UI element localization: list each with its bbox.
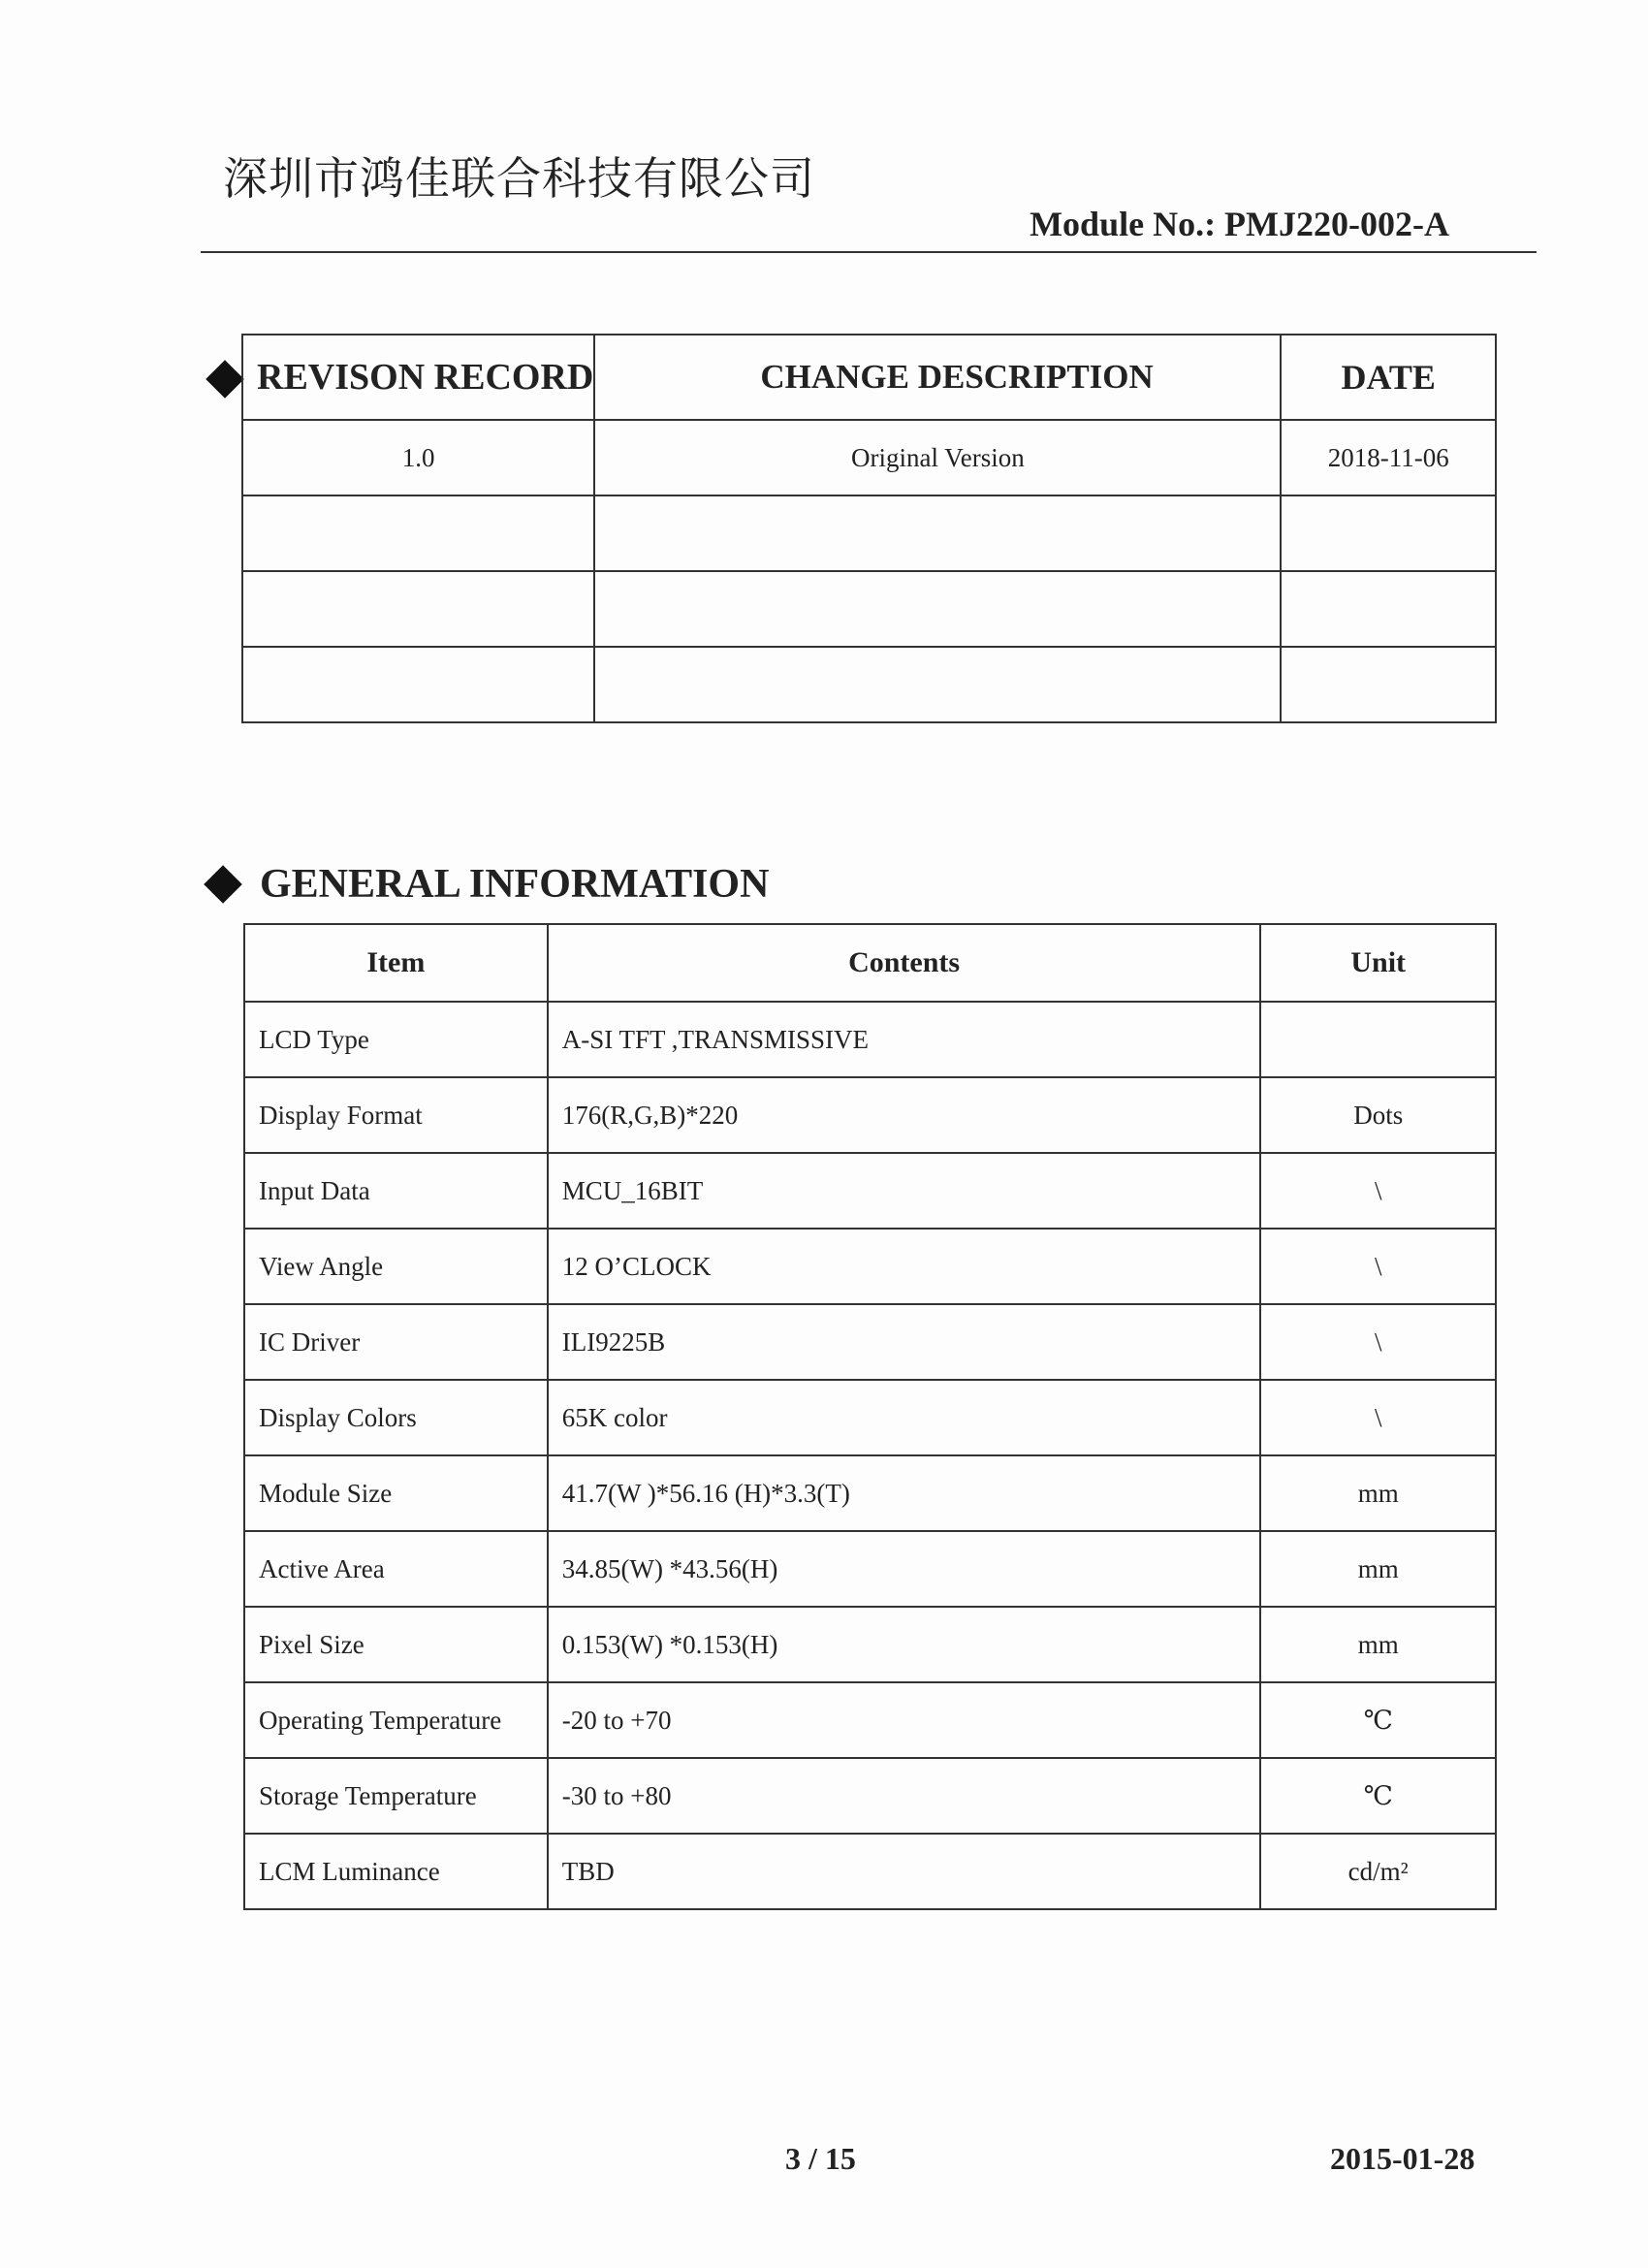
- general-unit-cell: mm: [1260, 1531, 1496, 1607]
- table-row: [244, 1304, 1496, 1380]
- revision-cell: [242, 647, 594, 722]
- general-contents-cell: -30 to +80: [548, 1758, 1261, 1834]
- revision-cell: [594, 647, 1281, 722]
- general-col-item: Item: [244, 924, 548, 1002]
- revision-cell: [242, 495, 594, 571]
- general-unit-cell: mm: [1260, 1607, 1496, 1682]
- general-item-cell: Pixel Size: [244, 1607, 548, 1682]
- revision-cell: [242, 571, 594, 647]
- revision-cell: [594, 495, 1281, 571]
- table-row: [244, 1380, 1496, 1455]
- general-item-cell: View Angle: [244, 1229, 548, 1304]
- revision-cell: Original Version: [594, 420, 1281, 495]
- header-rule: [201, 251, 1537, 253]
- bullet-diamond-icon: [206, 360, 244, 399]
- company-name: 深圳市鸿佳联合科技有限公司: [223, 152, 815, 205]
- document-date: 2015-01-28: [1330, 2141, 1475, 2176]
- general-item-cell: Operating Temperature: [244, 1682, 548, 1758]
- general-unit-cell: mm: [1260, 1455, 1496, 1531]
- general-unit-cell: cd/m²: [1260, 1834, 1496, 1909]
- general-contents-cell: TBD: [548, 1834, 1261, 1909]
- module-number: Module No.: PMJ220-002-A: [1030, 205, 1449, 243]
- revision-col-record: REVISON RECORD: [242, 335, 594, 420]
- general-contents-cell: MCU_16BIT: [548, 1153, 1261, 1229]
- general-item-cell: Display Format: [244, 1077, 548, 1153]
- general-contents-cell: -20 to +70: [548, 1682, 1261, 1758]
- revision-col-date: DATE: [1281, 335, 1496, 420]
- table-row: [244, 1607, 1496, 1682]
- general-unit-cell: \: [1260, 1304, 1496, 1380]
- table-row: [242, 420, 1496, 495]
- general-contents-cell: ILI9225B: [548, 1304, 1261, 1380]
- general-info-heading: [206, 861, 769, 908]
- revision-table: [241, 334, 1497, 723]
- general-item-cell: LCM Luminance: [244, 1834, 548, 1909]
- table-row: [244, 1229, 1496, 1304]
- general-unit-cell: ℃: [1260, 1682, 1496, 1758]
- table-row: [242, 571, 1496, 647]
- table-row: [244, 1531, 1496, 1607]
- table-row: [244, 1758, 1496, 1834]
- general-unit-cell: \: [1260, 1229, 1496, 1304]
- general-unit-cell: \: [1260, 1380, 1496, 1455]
- revision-cell: [1281, 647, 1496, 722]
- general-unit-cell: Dots: [1260, 1077, 1496, 1153]
- general-unit-cell: ℃: [1260, 1758, 1496, 1834]
- table-row: [244, 1682, 1496, 1758]
- table-row: [244, 1077, 1496, 1153]
- general-item-cell: LCD Type: [244, 1002, 548, 1077]
- general-item-cell: Active Area: [244, 1531, 548, 1607]
- general-col-contents: Contents: [548, 924, 1261, 1002]
- general-item-cell: Storage Temperature: [244, 1758, 548, 1834]
- general-item-cell: Display Colors: [244, 1380, 548, 1455]
- general-item-cell: Input Data: [244, 1153, 548, 1229]
- general-contents-cell: A-SI TFT ,TRANSMISSIVE: [548, 1002, 1261, 1077]
- general-contents-cell: 34.85(W) *43.56(H): [548, 1531, 1261, 1607]
- general-info-table: [243, 923, 1497, 1910]
- general-item-cell: Module Size: [244, 1455, 548, 1531]
- table-row: [244, 1455, 1496, 1531]
- general-contents-cell: 12 O’CLOCK: [548, 1229, 1261, 1304]
- revision-cell: [594, 571, 1281, 647]
- general-contents-cell: 65K color: [548, 1380, 1261, 1455]
- revision-cell: [1281, 571, 1496, 647]
- revision-cell: 2018-11-06: [1281, 420, 1496, 495]
- table-row: [242, 495, 1496, 571]
- general-contents-cell: 0.153(W) *0.153(H): [548, 1607, 1261, 1682]
- general-header-row: [244, 924, 1496, 1002]
- general-col-unit: Unit: [1260, 924, 1496, 1002]
- table-row: [242, 647, 1496, 722]
- bullet-diamond-icon: [204, 865, 242, 904]
- general-contents-cell: 41.7(W )*56.16 (H)*3.3(T): [548, 1455, 1261, 1531]
- general-contents-cell: 176(R,G,B)*220: [548, 1077, 1261, 1153]
- table-row: [244, 1153, 1496, 1229]
- general-unit-cell: \: [1260, 1153, 1496, 1229]
- table-row: [244, 1002, 1496, 1077]
- general-unit-cell: [1260, 1002, 1496, 1077]
- page-number: 3 / 15: [785, 2141, 856, 2176]
- revision-cell: 1.0: [242, 420, 594, 495]
- general-info-title: GENERAL INFORMATION: [260, 862, 770, 907]
- revision-header-row: [242, 335, 1496, 420]
- table-row: [244, 1834, 1496, 1909]
- general-item-cell: IC Driver: [244, 1304, 548, 1380]
- revision-cell: [1281, 495, 1496, 571]
- revision-col-description: CHANGE DESCRIPTION: [594, 335, 1281, 420]
